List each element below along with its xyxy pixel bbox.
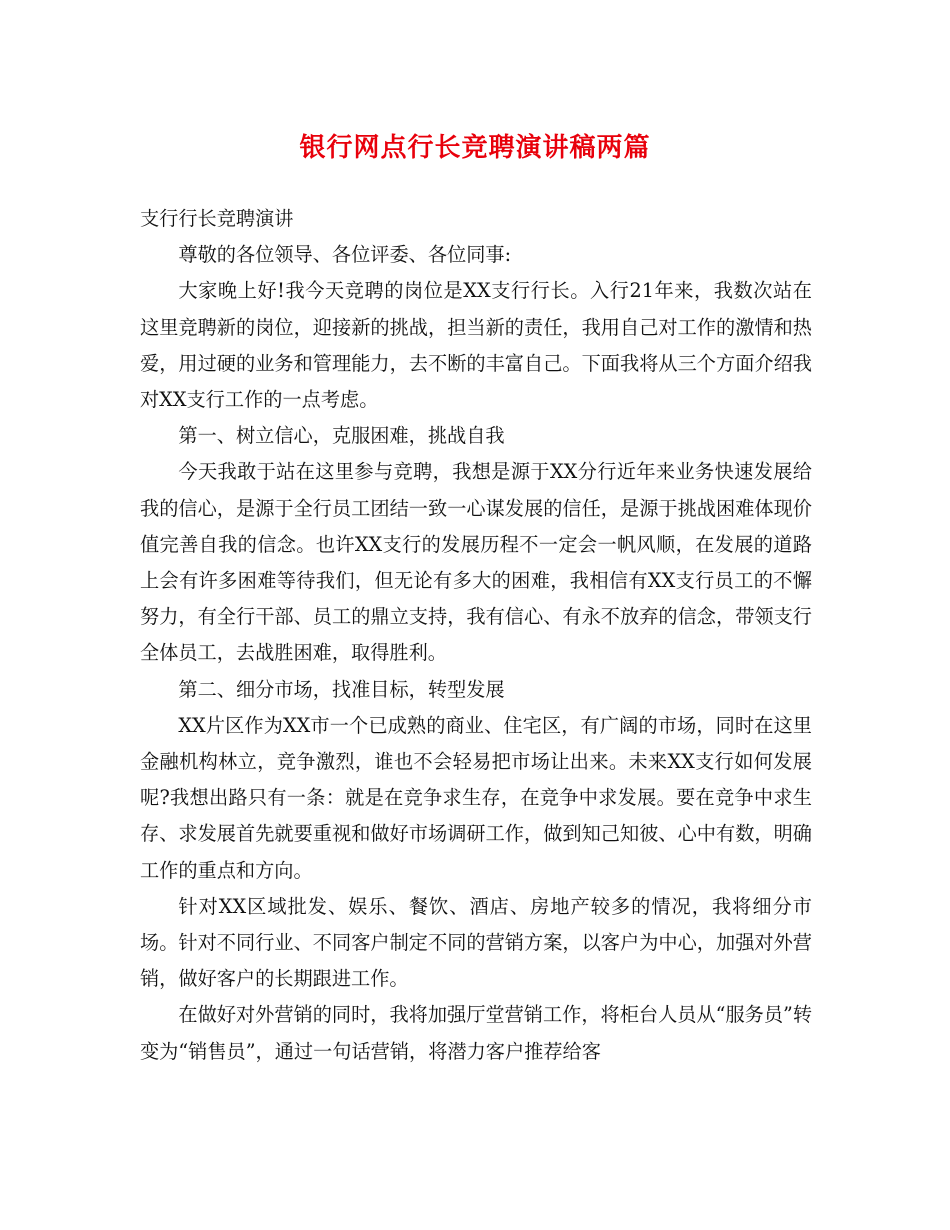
document-title: 银行网点行长竞聘演讲稿两篇 [299, 133, 651, 163]
section-heading: 支行行长竞聘演讲 [140, 207, 294, 230]
subheading: 第二、细分市场，找准目标，转型发展 [178, 677, 505, 701]
paragraph: 今天我敢于站在这里参与竞聘，我想是源于XX分行近年来业务快速发展给我的信心，是源于全行员工团结一致一心谋发展的信任，是源于挑战困难体现价值完善自我的信念。也许XX支行的发展历程不一定会一帆风顺，在发展的道路上会有许多困难等待我们，但无论有多大的困难，我相信有XX支行员工的不懈努力，有全行干部、员工的鼎立支持，我有信心、有永不放弃的信念，带领支行全体员工，去战胜困难，取得胜利。 [140, 460, 812, 665]
subheading: 第一、树立信心，克服困难，挑战自我 [178, 424, 505, 448]
paragraph: 在做好对外营销的同时，我将加强厅堂营销工作，将柜台人员从“服务员”转变为“销售员”，通过一句话营销，将潜力客户推荐给客 [140, 1003, 813, 1063]
paragraph: 大家晚上好!我今天竞聘的岗位是XX支行行长。入行21年来，我数次站在这里竞聘新的岗位，迎接新的挑战，担当新的责任，我用自己对工作的激情和热爱，用过硬的业务和管理能力，去不断的丰富自己。下面我将从三个方面介绍我对XX支行工作的一点考虑。 [140, 279, 812, 412]
salutation: 尊敬的各位领导、各位评委、各位同事: [178, 243, 512, 267]
document-body [140, 201, 812, 1070]
paragraph: XX片区作为XX市一个已成熟的商业、住宅区，有广阔的市场，同时在这里金融机构林立，竞争激烈，谁也不会轻易把市场让出来。未来XX支行如何发展呢?我想出路只有一条：就是在竞争求生存，在竞争中求发展。要在竞争中求生存、求发展首先就要重视和做好市场调研工作，做到知己知彼、心中有数，明确工作的重点和方向。 [140, 713, 812, 882]
paragraph: 针对XX区域批发、娱乐、餐饮、酒店、房地产较多的情况，我将细分市场。针对不同行业、不同客户制定不同的营销方案，以客户为中心，加强对外营销，做好客户的长期跟进工作。 [140, 894, 812, 991]
